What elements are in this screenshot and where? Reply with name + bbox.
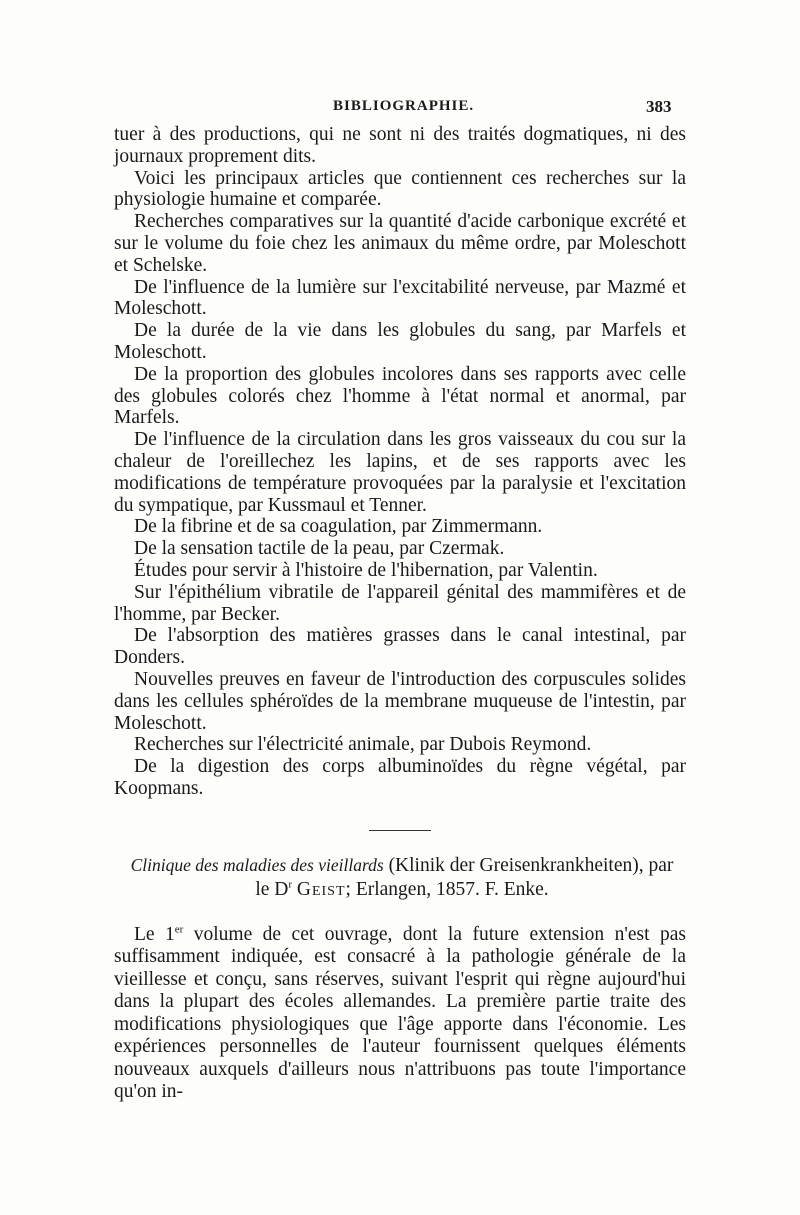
article-paragraph: Nouvelles preuves en faveur de l'introduction des corpuscules solides dans les cellules sphéroïdes de la membrane muqueuse de l'intestin, par Moleschott. — [114, 668, 686, 734]
article-paragraph: tuer à des productions, qui ne sont ni des traités dogmatiques, ni des journaux proprement dits. — [114, 124, 686, 167]
main-text — [114, 124, 686, 1104]
article-paragraph: De la durée de la vie dans les globules du sang, par Marfels et Moleschott. — [114, 320, 686, 363]
review-author-prefix: le D — [255, 878, 289, 900]
review-paragraph — [114, 924, 686, 1104]
article-paragraph: Recherches comparatives sur la quantité d'acide carbonique excrété et sur le volume du foie chez les animaux du même ordre, par Moleschott et Schelske. — [114, 211, 686, 276]
review-publication: ; Erlangen, 1857. F. Enke. — [345, 878, 549, 900]
article-paragraph: De l'influence de la lumière sur l'excitabilité nerveuse, par Mazmé et Moleschott. — [114, 276, 686, 320]
article-paragraph: De l'influence de la circulation dans les gros vaisseaux du cou sur la chaleur de l'oreillechez les lapins, et de ses rapports avec les modifications de température provoquées par la paralysie et l'excitation du sympatique, par Kussmaul et Tenner. — [114, 429, 686, 516]
article-list — [114, 124, 686, 800]
review-author-sup: r — [288, 878, 293, 891]
review-title-italic: Clinique des maladies des vieillards — [130, 854, 384, 875]
article-paragraph: Études pour servir à l'histoire de l'hibernation, par Valentin. — [134, 559, 598, 581]
article-paragraph: De la digestion des corps albuminoïdes du règne végétal, par Koopmans. — [114, 756, 686, 799]
review-title-rest: (Klinik der Greisenkrankheiten), par — [383, 854, 674, 876]
article-paragraph: De la proportion des globules incolores dans ses rapports avec celle des globules colorés chez l'homme à l'état normal et anormal, par Marfels. — [114, 363, 686, 429]
review-author-name: Geist — [296, 878, 346, 900]
review-body-sup: er — [174, 923, 184, 936]
review-heading — [114, 853, 686, 902]
article-paragraph: De la fibrine et de sa coagulation, par Zimmermann. — [134, 516, 543, 538]
page-header — [0, 98, 800, 124]
page-number: 383 — [646, 97, 672, 116]
review-body-text: volume de cet ouvrage, dont la future extension n'est pas suffisamment indiquée, est consacré à la pathologie générale de la vieillesse et conçu, sans réserves, suivant l'esprit qui règne aujourd'hui dans la plupart des écoles allemandes. La première partie traite des modifications physiologiques que l'âge apporte dans l'économie. Les expériences personnelles de l'auteur fournissent quelques éléments nouveaux auxquels d'ailleurs nous n'attribuons pas toute l'importance qu'on in- — [114, 923, 686, 1103]
article-paragraph: De l'absorption des matières grasses dans le canal intestinal, par Donders. — [114, 625, 686, 669]
article-paragraph: Recherches sur l'électricité animale, par Dubois Reymond. — [134, 734, 592, 756]
article-paragraph: Sur l'épithélium vibratile de l'appareil génital des mammifères et de l'homme, par Becker. — [114, 581, 686, 625]
running-head: BIBLIOGRAPHIE. — [333, 98, 475, 114]
review-body-start: Le 1 — [134, 923, 175, 945]
review-body — [114, 924, 686, 1104]
article-paragraph: De la sensation tactile de la peau, par Czermak. — [134, 538, 505, 560]
section-divider — [369, 830, 431, 831]
article-paragraph: Voici les principaux articles que contiennent ces recherches sur la physiologie humaine et comparée. — [114, 167, 686, 211]
